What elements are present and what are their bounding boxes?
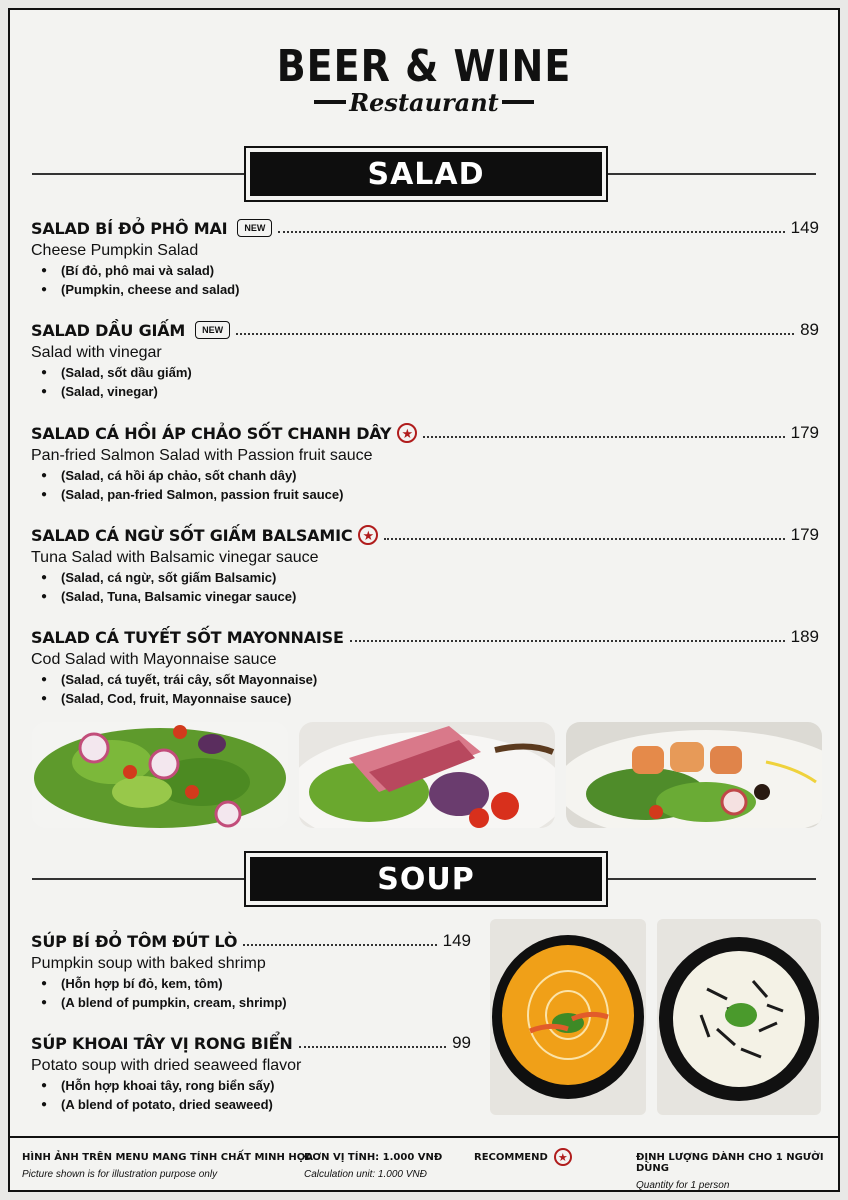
item-price: 179 <box>790 423 819 442</box>
footer-recommend-label: RECOMMEND <box>474 1151 548 1163</box>
star-icon: ★ <box>554 1148 572 1166</box>
dot-leader <box>236 325 794 335</box>
item-name: SALAD CÁ HỒI ÁP CHẢO SỐT CHANH DÂY <box>31 423 392 443</box>
ingredient-list <box>41 1076 471 1114</box>
item-name: SÚP BÍ ĐỎ TÔM ĐÚT LÒ <box>31 931 238 951</box>
ingredient-line: ● (Bí đỏ, phô mai và salad) <box>41 261 819 280</box>
item-english-name: Cheese Pumpkin Salad <box>31 242 199 259</box>
ingredient-list <box>41 974 471 1012</box>
ingredient-list <box>41 363 819 401</box>
soup-photo-pumpkin <box>490 919 646 1115</box>
menu-item <box>31 216 819 299</box>
star-icon: ★ <box>358 525 378 545</box>
ingredient-list <box>41 466 819 504</box>
salad-photo-tuna <box>299 722 555 828</box>
salad-title: SALAD <box>250 152 602 196</box>
menu-page <box>8 8 840 1192</box>
item-english-name: Pumpkin soup with baked shrimp <box>31 955 266 972</box>
item-name: SÚP KHOAI TÂY VỊ RONG BIỂN <box>31 1033 293 1053</box>
item-price: 189 <box>790 627 819 646</box>
restaurant-logo <box>10 40 838 118</box>
menu-item <box>31 625 819 708</box>
footer-unit-vi: ĐƠN VỊ TÍNH: 1.000 VNĐ <box>304 1152 443 1163</box>
ingredient-line: ● (A blend of pumpkin, cream, shrimp) <box>41 993 471 1012</box>
ingredient-line: ● (Pumpkin, cheese and salad) <box>41 280 819 299</box>
menu-item <box>31 929 471 1012</box>
ingredient-line: ● (Salad, Tuna, Balsamic vinegar sauce) <box>41 587 819 606</box>
soup-section-header <box>10 851 838 907</box>
footer-illustration-en: Picture shown is for illustration purpose only <box>22 1169 218 1180</box>
footer-unit-en: Calculation unit: 1.000 VNĐ <box>304 1169 427 1180</box>
ingredient-line: ● (Salad, Cod, fruit, Mayonnaise sauce) <box>41 689 819 708</box>
footer-quantity-en: Quantity for 1 person <box>636 1180 730 1191</box>
menu-item <box>31 523 819 606</box>
item-english-name: Potato soup with dried seaweed flavor <box>31 1057 302 1074</box>
dot-leader <box>243 936 436 946</box>
logo-main-text: BEER & WINE <box>276 40 572 92</box>
dot-leader <box>278 223 784 233</box>
dot-leader <box>423 428 784 438</box>
ingredient-line: ● (Salad, pan-fried Salmon, passion fruit sauce) <box>41 485 819 504</box>
footer-quantity-vi: ĐỊNH LƯỢNG DÀNH CHO 1 NGƯỜI DÙNG <box>636 1152 824 1174</box>
item-price: 179 <box>790 525 819 544</box>
ingredient-line: ● (Hỗn hợp khoai tây, rong biển sấy) <box>41 1076 471 1095</box>
menu-item <box>31 421 819 504</box>
item-english-name: Cod Salad with Mayonnaise sauce <box>31 651 277 668</box>
ingredient-line: ● (Salad, cá tuyết, trái cây, sốt Mayonnaise) <box>41 670 819 689</box>
ingredient-line: ● (Hỗn hợp bí đỏ, kem, tôm) <box>41 974 471 993</box>
item-price: 99 <box>452 1033 471 1052</box>
menu-footer <box>10 1136 838 1190</box>
ingredient-list <box>41 568 819 606</box>
logo-sub-text: Restaurant <box>349 88 499 117</box>
item-name: SALAD BÍ ĐỎ PHÔ MAI <box>31 218 228 238</box>
ingredient-line: ● (A blend of potato, dried seaweed) <box>41 1095 471 1114</box>
new-badge: NEW <box>237 219 272 237</box>
item-english-name: Salad with vinegar <box>31 344 162 361</box>
footer-illustration-vi: HÌNH ẢNH TRÊN MENU MANG TÍNH CHẤT MINH HỌA <box>22 1152 313 1163</box>
menu-item <box>31 1031 471 1114</box>
ingredient-list <box>41 670 819 708</box>
salad-section-header <box>10 146 838 202</box>
ingredient-line: ● (Salad, sốt dầu giấm) <box>41 363 819 382</box>
ingredient-list <box>41 261 819 299</box>
salad-photo-green <box>32 722 288 828</box>
item-price: 149 <box>442 931 471 950</box>
menu-item <box>31 318 819 401</box>
item-name: SALAD DẦU GIẤM <box>31 320 186 340</box>
ingredient-line: ● (Salad, cá ngừ, sốt giấm Balsamic) <box>41 568 819 587</box>
item-english-name: Pan-fried Salmon Salad with Passion fruit sauce <box>31 447 373 464</box>
dot-leader <box>299 1038 447 1048</box>
star-icon: ★ <box>397 423 417 443</box>
ingredient-line: ● (Salad, cá hồi áp chảo, sốt chanh dây) <box>41 466 819 485</box>
item-price: 89 <box>800 320 819 339</box>
dot-leader <box>384 530 784 540</box>
item-name: SALAD CÁ TUYẾT SỐT MAYONNAISE <box>31 627 344 647</box>
item-name: SALAD CÁ NGỪ SỐT GIẤM BALSAMIC <box>31 525 353 545</box>
dot-leader <box>350 632 785 642</box>
soup-title: SOUP <box>250 857 602 901</box>
soup-photo-potato <box>657 919 821 1115</box>
ingredient-line: ● (Salad, vinegar) <box>41 382 819 401</box>
item-english-name: Tuna Salad with Balsamic vinegar sauce <box>31 549 319 566</box>
new-badge: NEW <box>195 321 230 339</box>
item-price: 149 <box>790 218 819 237</box>
salad-photo-cod <box>566 722 822 828</box>
